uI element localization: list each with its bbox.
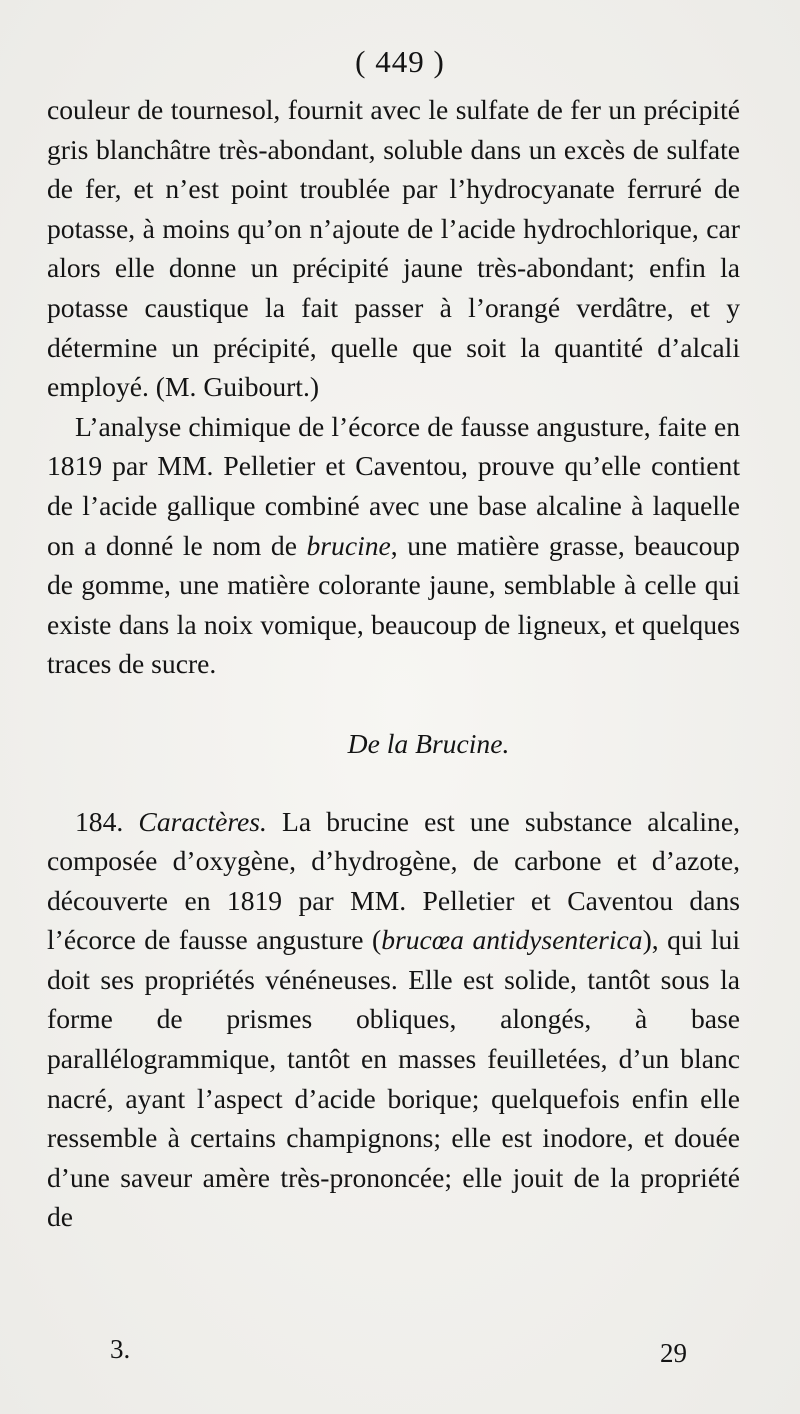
paragraph-text: , une matière grasse, beaucoup de gomme, une matière colorante jaune, semblable à celle qui existe dans la noix vomique, beaucoup de ligneux, et quelques traces de sucre. <box>47 529 740 680</box>
paragraph-text: L’analyse chimique de l’écorce de fausse angusture, faite en 1819 par MM. Pelletier et Caventou, prouve qu’elle contient de l’acide gallique combiné avec une base alcaline à laquelle on a donné le nom de <box>47 410 740 561</box>
paragraph-continuation: couleur de tournesol, fournit avec le sulfate de fer un précipité gris blanchâtre très-abondant, soluble dans un excès de sulfate de fer, et n’est point troublée par l’hydrocyanate ferruré de potasse, à moins qu’on n’ajoute de l’acide hydrochlorique, car alors elle donne un précipité jaune très-abondant; enfin la potasse caustique la fait passer à l’orangé verdâtre, et y détermine un précipité, quelle que soit la quantité d’alcali employé. (M. Guibourt.) <box>47 94 740 403</box>
italic-term: brucœa antidysenterica <box>381 924 643 956</box>
italic-term: brucine <box>306 529 391 561</box>
italic-term: Caractères. <box>138 805 267 837</box>
signature-mark: 3. <box>110 1334 131 1364</box>
section-number: 184. <box>75 805 139 837</box>
paragraph-text: La brucine est une substance alcaline, composée d’oxygène, d’hydrogène, de carbone et d’azote, découverte en 1819 par MM. Pelletier et Caventou dans l’écorce de fausse angusture ( <box>47 805 740 956</box>
paragraph-analyse <box>47 407 740 684</box>
paragraph-text: ), qui lui doit ses propriétés vénéneuses. Elle est solide, tantôt sous la forme de prismes obliques, alongés, à base parallélogrammique, tantôt en masses feuilletées, d’un blanc nacré, ayant l’aspect d’acide borique; quelquefois enfin elle ressemble à certains champignons; elle est inodore, et douée d’une saveur amère très-prononcée; elle jouit de la propriété de <box>47 924 740 1233</box>
paragraph-caracteres <box>47 802 740 1238</box>
page-header: ( 449 ) <box>355 44 445 79</box>
page-body <box>47 90 740 1237</box>
footer-page-number: 29 <box>660 1338 687 1368</box>
section-heading: De la Brucine. <box>347 727 510 759</box>
